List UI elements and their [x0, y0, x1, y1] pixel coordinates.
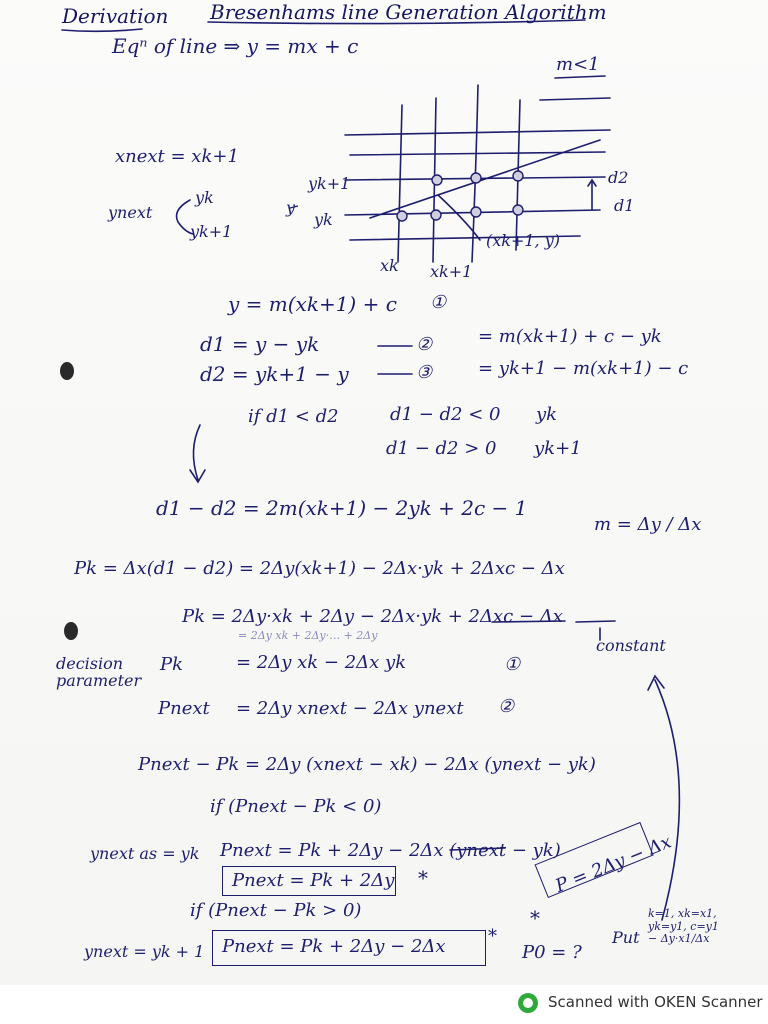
slope-condition: m<1 [556, 54, 600, 75]
grid-line-h2 [350, 152, 605, 155]
equation-3-left: d2 = yk+1 − y [200, 362, 349, 386]
condition-greater: d1 − d2 > 0 [386, 438, 497, 459]
pnext-number: ② [498, 696, 515, 717]
grid-point-label: (xk+1, y) [486, 231, 560, 250]
punch-hole-left-2 [64, 622, 78, 640]
grid-label-yk1: yk+1 [308, 174, 351, 193]
grid-label-d2: d2 [608, 168, 629, 187]
put-values: k=1, xk=x1, yk=y1, c=y1 − Δy·x1/Δx [648, 907, 719, 946]
ynext-equals-yk: ynext as = yk [90, 844, 200, 863]
grid-label-xk1: xk+1 [430, 262, 473, 281]
boxed-result-1: Pnext = Pk + 2Δy [232, 870, 395, 891]
equation-2-left: d1 = y − yk [200, 332, 320, 356]
decision-parameter-note: decision parameter [56, 654, 142, 690]
slope-definition: m = Δy / Δx [594, 514, 702, 535]
down-arrow [193, 425, 200, 480]
y-next-option-yk1: yk+1 [190, 222, 233, 241]
star-mark-2: * [488, 926, 497, 947]
boxed-result-2: Pnext = Pk + 2Δy − 2Δx [222, 936, 446, 957]
pk-expanded: Pk = 2Δy·xk + 2Δy − 2Δx·yk + 2Δxc − Δx [182, 606, 563, 627]
y-next-label: ynext [108, 203, 153, 222]
constant-note: constant [596, 636, 666, 655]
pk-scribble: = 2Δy xk + 2Δy·… + 2Δy [238, 629, 378, 642]
grid-label-yk: yk [314, 210, 333, 229]
scanner-logo-icon [518, 993, 538, 1013]
grid-line-h0 [540, 98, 610, 100]
if-negative: if (Pnext − Pk < 0) [210, 796, 382, 817]
constant-arrow [655, 680, 679, 920]
p-difference: Pnext − Pk = 2Δy (xnext − xk) − 2Δx (ynext − yk) [138, 754, 596, 775]
put-label: Put [612, 928, 640, 947]
difference-equation: d1 − d2 = 2m(xk+1) − 2yk + 2c − 1 [156, 496, 528, 520]
pnext-label: Pnext [158, 698, 210, 719]
grid-dot-3 [432, 175, 442, 185]
condition-underline [555, 76, 605, 78]
derivation-label: Derivation [62, 4, 169, 28]
pk-short: = 2Δy xk − 2Δx yk [236, 652, 407, 673]
initial-p-formula: P = 2Δy − Δx [552, 831, 675, 897]
grid-dot-2 [431, 210, 441, 220]
equation-3-number: ③ [416, 362, 433, 383]
derivation-underline [62, 29, 142, 31]
condition-less: d1 − d2 < 0 [390, 404, 501, 425]
if-positive: if (Pnext − Pk > 0) [190, 900, 362, 921]
grid-label-xk: xk [380, 256, 399, 275]
equation-2-right: = m(xk+1) + c − yk [478, 326, 662, 347]
const-underline2 [576, 621, 615, 622]
grid-label-y: y [286, 198, 296, 217]
grid-label-d1: d1 [614, 196, 635, 215]
y-next-option-yk: yk [195, 188, 214, 207]
pnext-equation: = 2Δy xnext − 2Δx ynext [236, 698, 464, 719]
star-mark-1: * [418, 866, 428, 890]
condition-if: if d1 < d2 [248, 406, 339, 427]
pk-definition: Pk = Δx(d1 − d2) = 2Δy(xk+1) − 2Δx·yk + 2Δxc − Δx [74, 558, 565, 579]
condition-greater-result: yk+1 [534, 438, 582, 459]
grid-dot-5 [471, 207, 481, 217]
pk-short-label: Pk [160, 654, 184, 675]
grid-dot-4 [471, 173, 481, 183]
algorithm-title: Bresenhams line Generation Algorithm [210, 0, 607, 24]
equation-1-number: ① [430, 292, 447, 313]
equation-1: y = m(xk+1) + c [228, 292, 397, 316]
line-equation: Eqⁿ of line ⇒ y = mx + c [112, 34, 359, 58]
scanner-watermark: Scanned with OKEN Scanner [548, 993, 763, 1011]
punch-hole-left-1 [60, 362, 74, 380]
ynext-equals-yk1: ynext = yk + 1 [84, 942, 205, 961]
equation-2-number: ② [416, 334, 433, 355]
equation-3-right: = yk+1 − m(xk+1) − c [478, 358, 689, 379]
p0-question: P0 = ? [522, 942, 582, 963]
star-mark-3: * [530, 906, 540, 930]
grid-dot-6 [513, 171, 523, 181]
pnext-calc-1: Pnext = Pk + 2Δy − 2Δx (ynext − yk) [220, 840, 561, 861]
condition-less-result: yk [536, 404, 558, 425]
grid-dot-1 [397, 211, 407, 221]
grid-dot-7 [513, 205, 523, 215]
x-next-label: xnext = xk+1 [115, 146, 239, 167]
pk-short-number: ① [504, 654, 521, 675]
